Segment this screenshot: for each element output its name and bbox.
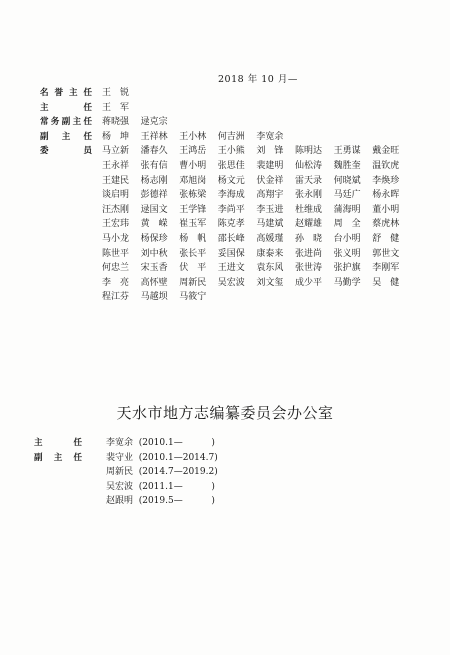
committee-row: [0, 290, 450, 304]
committee-member-name: 马勤学: [333, 277, 361, 288]
office-row: [0, 480, 450, 494]
committee-role: 常务副主任: [40, 117, 92, 128]
committee-member-name: 杨永晖: [372, 190, 400, 201]
committee-member-name: 谈启明: [102, 190, 130, 201]
committee-member-name: 张进尚: [295, 248, 323, 259]
committee-member-name: 马立新: [102, 146, 130, 157]
committee-member-name: 王 锐: [102, 88, 130, 98]
committee-member-name: 杨 帆: [179, 234, 207, 244]
committee-member-name: 郭世文: [372, 248, 400, 259]
committee-member-name: 王小熊: [217, 146, 245, 157]
committee-member-name: 潘春久: [140, 146, 168, 157]
office-title: 天水市地方志编纂委员会办公室: [116, 404, 334, 422]
office-member-entry: 裴守业 (2010.1—2014.7): [106, 452, 218, 463]
office-row: [0, 451, 450, 465]
committee-member-name: 王勇谋: [333, 146, 361, 157]
office-row: [0, 436, 450, 450]
committee-member-name: 王 军: [102, 102, 130, 113]
committee-row: [0, 261, 450, 275]
committee-member-name: 黄 嵘: [140, 219, 168, 230]
committee-member-name: 魏胜奎: [333, 161, 361, 171]
committee-member-name: 张护旗: [333, 263, 361, 274]
committee-member-name: 仙松涛: [295, 161, 323, 171]
date-line: 2018 年 10 月—: [218, 74, 298, 85]
committee-member-name: 杨志刚: [140, 175, 168, 186]
committee-member-name: 高媛瑾: [256, 234, 284, 244]
office-role: 主 任: [34, 438, 82, 448]
committee-member-name: 舒 健: [372, 234, 400, 244]
committee-member-name: 高怀壁: [140, 277, 168, 288]
committee-member-name: 高翔宇: [256, 190, 284, 201]
office-row: [0, 494, 450, 508]
committee-member-name: 张永刚: [295, 190, 323, 201]
committee-member-name: 杨 坤: [102, 131, 130, 142]
committee-member-name: 蒋晓强: [102, 117, 130, 128]
committee-member-name: 台小明: [333, 234, 361, 244]
committee-member-name: 马越坝: [140, 292, 168, 303]
office-member-entry: 吴宏波 (2011.1— ): [106, 481, 215, 492]
committee-member-name: 李焕珍: [372, 175, 400, 186]
committee-member-name: 逯国文: [140, 204, 168, 215]
committee-member-name: 马小龙: [102, 234, 130, 244]
committee-member-name: 彭德祥: [140, 190, 168, 201]
committee-member-name: 邵长峰: [217, 234, 245, 244]
committee-member-name: 蔡虎林: [372, 219, 400, 230]
committee-member-name: 周 全: [333, 219, 361, 230]
committee-member-name: 张有信: [140, 161, 168, 171]
committee-member-name: 邓旭岗: [179, 175, 207, 186]
committee-member-name: 程江芬: [102, 292, 130, 303]
committee-member-name: 王祥林: [140, 131, 168, 142]
committee-row: [0, 174, 450, 188]
committee-member-name: 温钦虎: [372, 161, 400, 171]
committee-member-name: 曹小明: [179, 161, 207, 171]
committee-member-name: 王宏玮: [102, 219, 130, 230]
committee-member-name: 张世涛: [295, 263, 323, 274]
committee-member-name: 王小林: [179, 131, 207, 142]
office-member-entry: 周新民 (2014.7—2019.2): [106, 467, 218, 477]
committee-member-name: 杨保珍: [140, 234, 168, 244]
committee-member-name: 赵耀雄: [295, 219, 323, 230]
committee-member-name: 陈明达: [295, 146, 323, 157]
committee-member-name: 崔玉军: [179, 219, 207, 230]
committee-role: 副 主 任: [40, 131, 92, 142]
office-member-entry: 李宽余 (2010.1— ): [106, 438, 215, 448]
committee-member-name: 何吉洲: [217, 131, 245, 142]
committee-row: [0, 159, 450, 173]
committee-member-name: 张思佳: [217, 161, 245, 171]
committee-member-name: 刘 锋: [256, 146, 284, 157]
committee-member-name: 戴金旺: [372, 146, 400, 157]
office-role: 副 主 任: [34, 452, 82, 463]
committee-member-name: 张义明: [333, 248, 361, 259]
committee-row: [0, 276, 450, 290]
committee-member-name: 马廷广: [333, 190, 361, 201]
office-member-entry: 赵跟明 (2019.5— ): [106, 496, 215, 506]
committee-row: [0, 232, 450, 246]
committee-member-name: 李海成: [217, 190, 245, 201]
committee-member-name: 李 亮: [102, 277, 130, 288]
committee-member-name: 杜维成: [295, 204, 323, 215]
committee-row: [0, 144, 450, 158]
committee-role: 名誉主任: [40, 88, 92, 98]
committee-member-name: 宋玉香: [140, 263, 168, 274]
committee-member-name: 张栋梁: [179, 190, 207, 201]
committee-row: [0, 101, 450, 115]
office-row: [0, 465, 450, 479]
committee-member-name: 马筱宁: [179, 292, 207, 303]
committee-member-name: 妥国保: [217, 248, 245, 259]
committee-member-name: 蒲海明: [333, 204, 361, 215]
committee-member-name: 马建斌: [256, 219, 284, 230]
committee-member-name: 汪杰刚: [102, 204, 130, 215]
committee-member-name: 伏金祥: [256, 175, 284, 186]
committee-member-name: 成少平: [295, 277, 323, 288]
committee-member-name: 逯克宗: [140, 117, 168, 128]
committee-member-name: 李玉进: [256, 204, 284, 215]
committee-member-name: 李宽余: [256, 131, 284, 142]
committee-member-name: 王鸿岳: [179, 146, 207, 157]
committee-member-name: 李刚军: [372, 263, 400, 274]
committee-member-name: 王学锋: [179, 204, 207, 215]
committee-role: 委 员: [40, 146, 92, 157]
committee-member-name: 伏 平: [179, 263, 207, 274]
committee-member-name: 王进文: [217, 263, 245, 274]
committee-member-name: 裴建明: [256, 161, 284, 171]
committee-member-name: 王永祥: [102, 161, 130, 171]
committee-member-name: 袁东风: [256, 263, 284, 274]
committee-member-name: 雷天录: [295, 175, 323, 186]
committee-member-name: 何忠兰: [102, 263, 130, 274]
committee-member-name: 陈克孝: [217, 219, 245, 230]
committee-member-name: 张长平: [179, 248, 207, 259]
committee-member-name: 何晓斌: [333, 175, 361, 186]
committee-row: [0, 247, 450, 261]
committee-member-name: 刘文玺: [256, 277, 284, 288]
committee-member-name: 杨文元: [217, 175, 245, 186]
committee-row: [0, 115, 450, 129]
committee-row: [0, 188, 450, 202]
committee-row: [0, 203, 450, 217]
committee-member-name: 孙 晓: [295, 234, 323, 244]
committee-member-name: 吴宏波: [217, 277, 245, 288]
committee-member-name: 陈世平: [102, 248, 130, 259]
committee-member-name: 康泰来: [256, 248, 284, 259]
committee-member-name: 董小明: [372, 204, 400, 215]
committee-member-name: 周新民: [179, 277, 207, 288]
committee-member-name: 刘中秋: [140, 248, 168, 259]
committee-member-name: 王建民: [102, 175, 130, 186]
committee-member-name: 吴 健: [372, 277, 400, 288]
committee-row: [0, 217, 450, 231]
committee-role: 主 任: [40, 102, 92, 113]
committee-row: [0, 86, 450, 100]
committee-row: [0, 130, 450, 144]
committee-member-name: 李尚平: [217, 204, 245, 215]
